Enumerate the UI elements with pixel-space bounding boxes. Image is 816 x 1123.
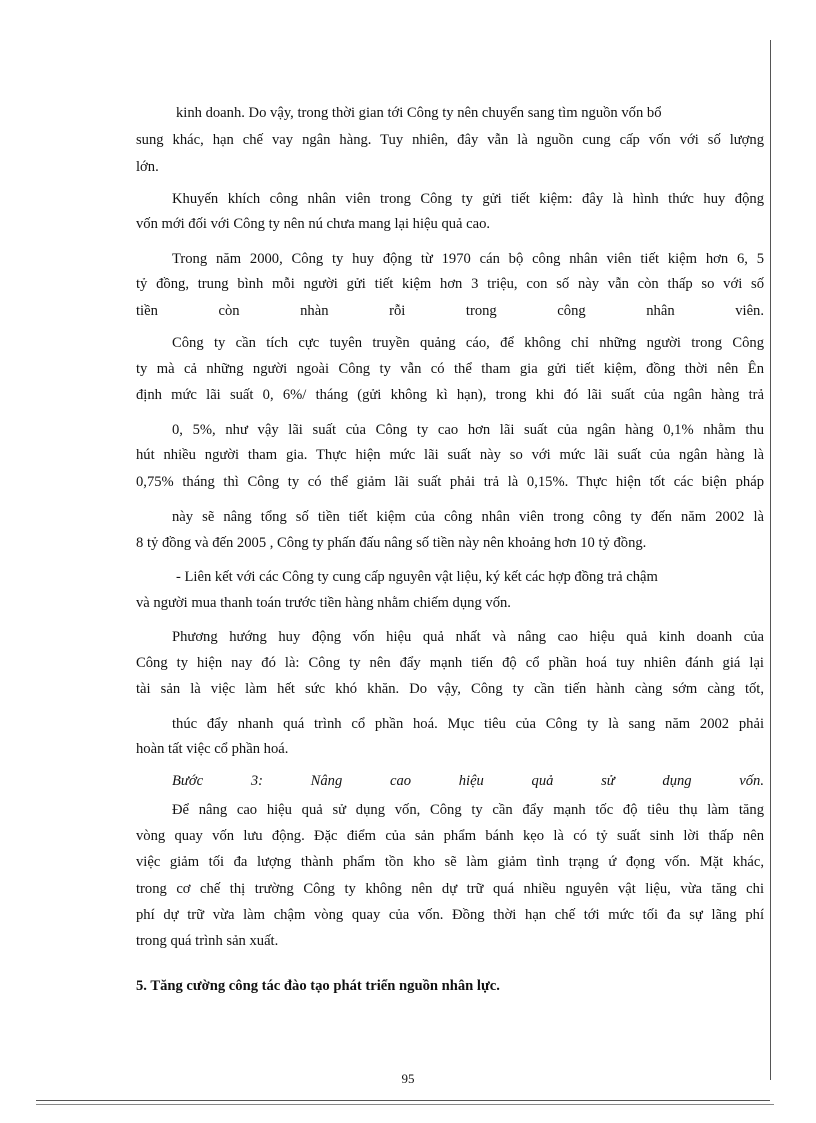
- text-line: và người mua thanh toán trước tiền hàng nhằm chiếm dụng vốn.: [136, 595, 511, 611]
- text-line: 0, 5%, như vậy lãi suất của Công ty cao hơn lãi suất của ngân hàng 0,1% nhằm thu: [172, 422, 764, 438]
- text-line: tỷ đồng, trung bình mỗi người gửi tiết kiệm hơn 3 triệu, con số này vẫn còn thấp so với số: [136, 276, 764, 292]
- text-line: này sẽ nâng tổng số tiền tiết kiệm của công nhân viên trong công ty đến năm 2002 là: [172, 509, 764, 525]
- text-line: hoàn tất việc cổ phần hoá.: [136, 741, 289, 757]
- text-line: vòng quay vốn lưu động. Đặc điểm của sản phẩm bánh kẹo là có tỷ suất sinh lời thấp nên: [136, 828, 764, 844]
- text-line: Khuyến khích công nhân viên trong Công ty gửi tiết kiệm: đây là hình thức huy động: [172, 191, 764, 207]
- section-heading: 5. Tăng cường công tác đào tạo phát triển nguồn nhân lực.: [136, 978, 500, 994]
- text-line: sung khác, hạn chế vay ngân hàng. Tuy nhiên, đây vẫn là nguồn cung cấp vốn với số lượng: [136, 132, 764, 148]
- page-number: 95: [401, 1071, 415, 1086]
- text-line: Trong năm 2000, Công ty huy động từ 1970 cán bộ công nhân viên tiết kiệm hơn 6, 5: [172, 251, 764, 267]
- text-line: trong cơ chế thị trường Công ty không nên dự trữ quá nhiều nguyên vật liệu, vừa tăng chi: [136, 881, 764, 897]
- text-line: định mức lãi suất 0, 6%/ tháng (gửi không kì hạn), trong khi đó lãi suất của ngân hàng trả: [136, 387, 764, 403]
- text-line: phí dự trữ vừa làm chậm vòng quay của vốn. Đồng thời hạn chế tới mức tối đa sự lãng phí: [136, 907, 764, 923]
- text-line: vốn mới đối với Công ty nên nú chưa mang lại hiệu quả cao.: [136, 216, 491, 232]
- text-line: trong quá trình sản xuất.: [136, 933, 279, 949]
- text-line: 8 tỷ đồng và đến 2005 , Công ty phấn đấu nâng số tiền này nên khoảng hơn 10 tỷ đồng.: [136, 535, 647, 551]
- text-line: kinh doanh. Do vậy, trong thời gian tới Công ty nên chuyển sang tìm nguồn vốn bổ: [176, 105, 662, 121]
- text-line: 0,75% tháng thì Công ty có thể giảm lãi suất phải trả là 0,15%. Thực hiện tốt các biện pháp: [136, 474, 764, 490]
- text-line: tài sản là việc làm hết sức khó khăn. Do vậy, Công ty cần tiến hành càng sớm càng tốt,: [136, 681, 764, 697]
- text-line: Phương hướng huy động vốn hiệu quả nhất và nâng cao hiệu quả kinh doanh của: [172, 629, 764, 645]
- page-border-right: [770, 40, 771, 1080]
- text-line: hút nhiều người tham gia. Thực hiện mức lãi suất này so với mức lãi suất của ngân hàng là: [136, 447, 764, 463]
- text-line: tiền còn nhàn rỗi trong công nhân viên.: [136, 303, 764, 319]
- text-line: Công ty cần tích cực tuyên truyền quảng cáo, để không chỉ những người trong Công: [172, 335, 764, 351]
- text-line: ty mà cả những người ngoài Công ty vẫn có thể tham gia gửi tiết kiệm, đồng thời nên Ên: [136, 361, 764, 377]
- page-border-bottom-shadow: [36, 1104, 774, 1105]
- text-line: thúc đẩy nhanh quá trình cổ phần hoá. Mục tiêu của Công ty là sang năm 2002 phải: [172, 716, 764, 732]
- text-line: việc giảm tối đa lượng thành phẩm tồn kho sẽ làm giảm tình trạng ứ đọng vốn. Mặt khác,: [136, 854, 764, 870]
- text-line: lớn.: [136, 159, 159, 175]
- text-line: - Liên kết với các Công ty cung cấp nguyên vật liệu, ký kết các hợp đồng trả chậm: [176, 569, 658, 585]
- page-border-bottom: [36, 1100, 770, 1101]
- step-title: Bước 3: Nâng cao hiệu quả sử dụng vốn.: [172, 773, 764, 789]
- text-line: Công ty hiện nay đó là: Công ty nên đẩy mạnh tiến độ cổ phần hoá tuy nhiên đánh giá lại: [136, 655, 764, 671]
- text-line: Để nâng cao hiệu quả sử dụng vốn, Công ty cần đẩy mạnh tốc độ tiêu thụ làm tăng: [172, 802, 764, 818]
